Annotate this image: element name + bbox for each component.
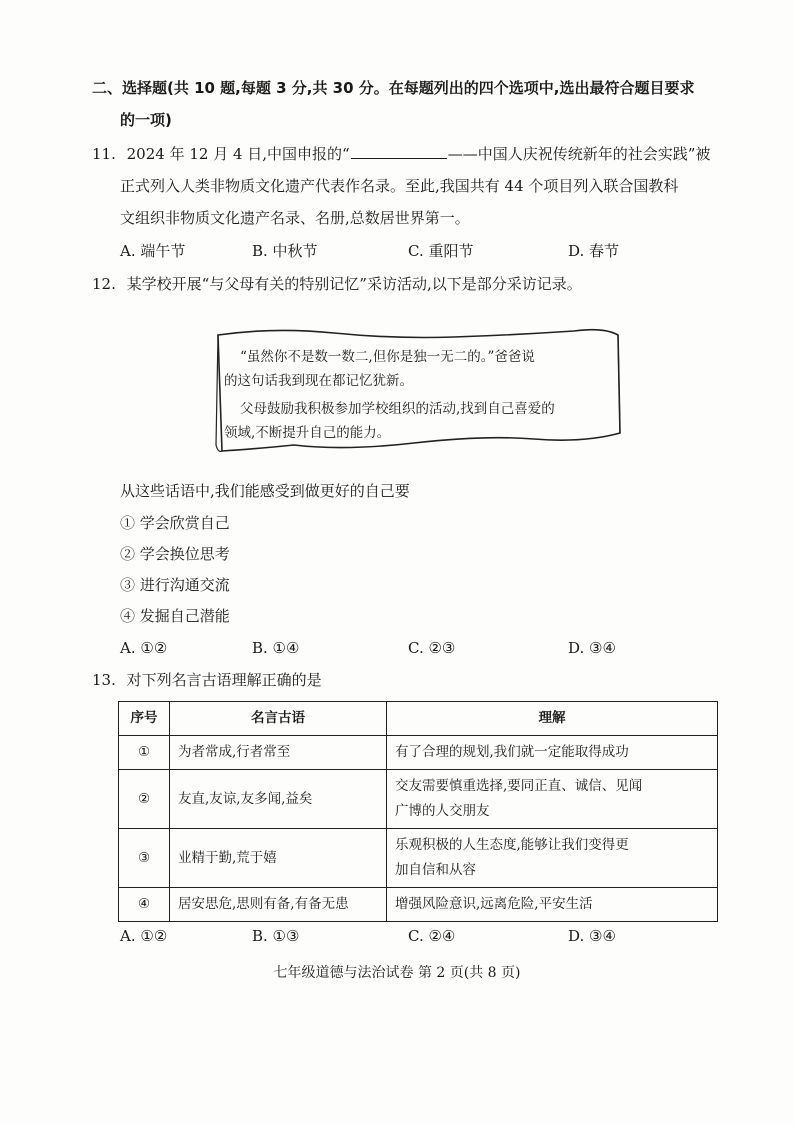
header-saying: 名言古语 (170, 702, 387, 736)
header-number: 序号 (119, 702, 170, 736)
row-understanding (387, 888, 718, 922)
table-header-row (119, 702, 718, 736)
question-number: 12. (92, 275, 116, 293)
question-text: 2024 年 12 月 4 日,中国申报的“ (126, 145, 350, 163)
row-number: ④ (119, 888, 170, 922)
question-12 (92, 274, 582, 294)
understanding-line: 广博的人交朋友 (395, 803, 490, 819)
option-d: D. ③④ (568, 639, 616, 657)
question-11 (92, 144, 710, 164)
row-understanding (387, 770, 718, 829)
option-a: A. 端午节 (120, 242, 186, 260)
understanding-line: 加自信和从容 (395, 862, 476, 878)
scroll-line-4: 领域,不断提升自己的能力。 (224, 425, 391, 441)
question-text: 某学校开展“与父母有关的特别记忆”采访活动,以下是部分采访记录。 (126, 275, 582, 293)
page-footer: 七年级道德与法治试卷 第 2 页(共 8 页) (273, 965, 521, 981)
understanding-line: 有了合理的规划,我们就一定能取得成功 (395, 744, 629, 760)
row-saying: 居安思危,思则有备,有备无患 (170, 888, 387, 922)
option-c: C. 重阳节 (408, 242, 474, 260)
understanding-line: 乐观积极的人生态度,能够让我们变得更 (395, 837, 629, 853)
option-c: C. ②③ (408, 639, 456, 657)
interview-scroll-box (214, 325, 624, 455)
row-saying: 为者常成,行者常至 (170, 736, 387, 770)
statement-1: ① 学会欣赏自己 (120, 514, 230, 532)
table-row (119, 888, 718, 922)
scroll-line-1: “虽然你不是数一数二,但你是独一无二的。”爸爸说 (240, 349, 535, 365)
row-number: ③ (119, 829, 170, 888)
question-text: ——中国人庆祝传统新年的社会实践”被 (447, 145, 711, 163)
scroll-line-3: 父母鼓励我积极参加学校组织的活动,找到自己喜爱的 (240, 401, 555, 417)
table-row (119, 770, 718, 829)
row-understanding (387, 829, 718, 888)
section-heading-cont: 的一项) (120, 111, 172, 129)
row-understanding (387, 736, 718, 770)
sayings-table (118, 701, 718, 922)
question-text: 对下列名言古语理解正确的是 (126, 671, 322, 689)
statement-3: ③ 进行沟通交流 (120, 576, 230, 594)
fill-blank (351, 144, 447, 159)
section-heading: 二、选择题(共 10 题,每题 3 分,共 30 分。在每题列出的四个选项中,选出最符合题目要求 (92, 79, 695, 97)
row-number: ② (119, 770, 170, 829)
statement-4: ④ 发掘自己潜能 (120, 607, 230, 625)
option-b: B. ①③ (252, 927, 300, 945)
table-row (119, 829, 718, 888)
question-number: 11. (92, 145, 116, 163)
option-b: B. ①④ (252, 639, 300, 657)
option-d: D. ③④ (568, 927, 616, 945)
question-11-line3: 文组织非物质文化遗产名录、名册,总数居世界第一。 (120, 209, 470, 227)
question-12-prompt: 从这些话语中,我们能感受到做更好的自己要 (120, 482, 410, 500)
statement-2: ② 学会换位思考 (120, 545, 230, 563)
header-understanding: 理解 (387, 702, 718, 736)
option-a: A. ①② (120, 639, 168, 657)
option-b: B. 中秋节 (252, 242, 318, 260)
understanding-line: 交友需要慎重选择,要同正直、诚信、见闻 (395, 778, 643, 794)
understanding-line: 增强风险意识,远离危险,平安生活 (395, 896, 593, 912)
row-saying: 友直,友谅,友多闻,益矣 (170, 770, 387, 829)
option-d: D. 春节 (568, 242, 620, 260)
question-13 (92, 670, 322, 690)
question-number: 13. (92, 671, 116, 689)
row-saying: 业精于勤,荒于嬉 (170, 829, 387, 888)
table-row (119, 736, 718, 770)
question-11-line2: 正式列入人类非物质文化遗产代表作名录。至此,我国共有 44 个项目列入联合国教科 (120, 177, 679, 195)
option-c: C. ②④ (408, 927, 456, 945)
option-a: A. ①② (120, 927, 168, 945)
scroll-line-2: 的这句话我到现在都记忆犹新。 (224, 373, 413, 389)
row-number: ① (119, 736, 170, 770)
